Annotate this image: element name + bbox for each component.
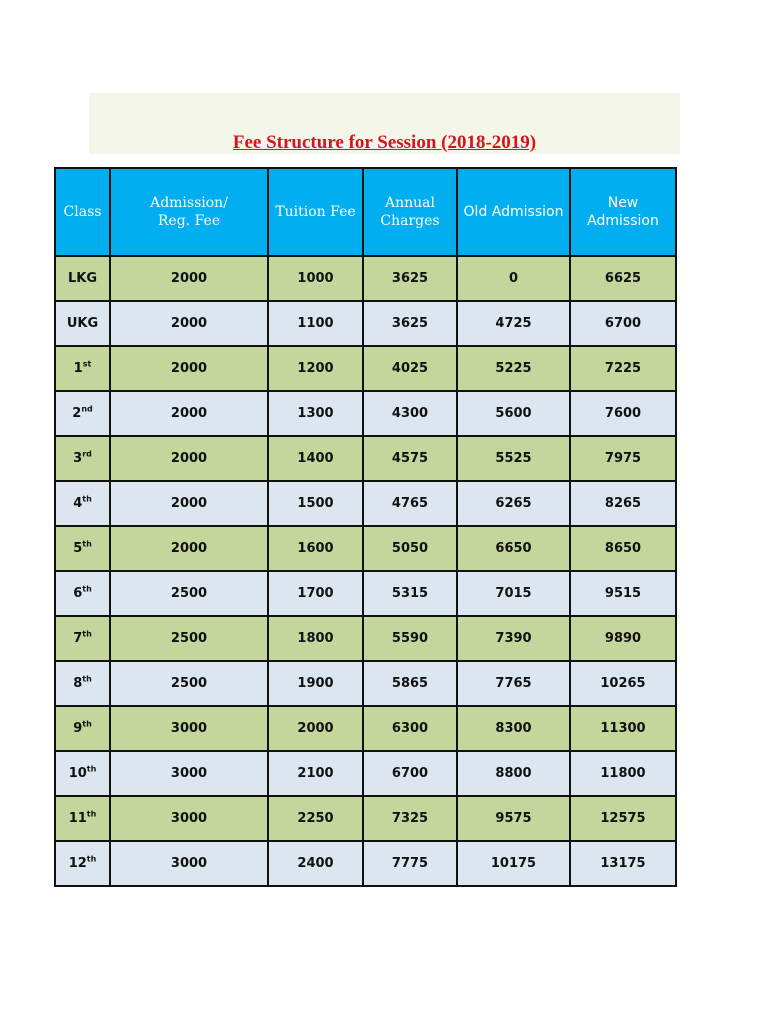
- old-admission-cell: 7015: [457, 571, 570, 616]
- title-banner: [89, 93, 680, 154]
- class-cell: [55, 391, 110, 436]
- table-row: [55, 256, 676, 301]
- class-ordinal-suffix: rd: [82, 449, 92, 459]
- class-cell: [55, 706, 110, 751]
- admission-fee-cell: 3000: [110, 796, 268, 841]
- admission-fee-cell: 2500: [110, 616, 268, 661]
- header-admission-line2: Reg. Fee: [157, 213, 221, 229]
- class-ordinal-suffix: th: [82, 584, 92, 594]
- tuition-fee-cell: 1800: [268, 616, 363, 661]
- class-ordinal-suffix: st: [82, 359, 92, 369]
- class-ordinal-suffix: th: [86, 854, 97, 864]
- admission-fee-cell: 2000: [110, 391, 268, 436]
- annual-charges-cell: 5865: [363, 661, 457, 706]
- new-admission-cell: 11800: [570, 751, 676, 796]
- admission-fee-cell: 2000: [110, 526, 268, 571]
- class-cell: [55, 751, 110, 796]
- annual-charges-cell: 5590: [363, 616, 457, 661]
- class-cell: [55, 436, 110, 481]
- new-admission-cell: 10265: [570, 661, 676, 706]
- tuition-fee-cell: 1700: [268, 571, 363, 616]
- fee-table-body: [55, 256, 676, 886]
- table-row: [55, 526, 676, 571]
- new-admission-cell: 9515: [570, 571, 676, 616]
- old-admission-cell: 10175: [457, 841, 570, 886]
- class-label: 3: [73, 451, 83, 466]
- new-admission-cell: 11300: [570, 706, 676, 751]
- class-label: 8: [73, 676, 83, 691]
- header-row: [55, 168, 676, 256]
- old-admission-cell: 5525: [457, 436, 570, 481]
- annual-charges-cell: 4300: [363, 391, 457, 436]
- class-cell: [55, 256, 110, 301]
- class-ordinal-suffix: th: [82, 674, 92, 684]
- tuition-fee-cell: 1900: [268, 661, 363, 706]
- old-admission-cell: 5225: [457, 346, 570, 391]
- annual-charges-cell: 4765: [363, 481, 457, 526]
- annual-charges-cell: 6300: [363, 706, 457, 751]
- table-row: [55, 796, 676, 841]
- class-label: 5: [73, 541, 83, 556]
- class-ordinal-suffix: th: [82, 629, 92, 639]
- annual-charges-cell: 4575: [363, 436, 457, 481]
- class-label: 2: [72, 406, 82, 421]
- new-admission-cell: 6700: [570, 301, 676, 346]
- tuition-fee-cell: 2000: [268, 706, 363, 751]
- new-admission-cell: 7600: [570, 391, 676, 436]
- class-cell: [55, 796, 110, 841]
- old-admission-cell: 7390: [457, 616, 570, 661]
- old-admission-cell: 5600: [457, 391, 570, 436]
- header-admission-fee: [110, 168, 268, 256]
- old-admission-cell: 8300: [457, 706, 570, 751]
- class-label: 12: [68, 856, 87, 871]
- tuition-fee-cell: 1400: [268, 436, 363, 481]
- new-admission-cell: 13175: [570, 841, 676, 886]
- new-admission-cell: 8650: [570, 526, 676, 571]
- tuition-fee-cell: 2400: [268, 841, 363, 886]
- class-cell: [55, 571, 110, 616]
- annual-charges-cell: 3625: [363, 301, 457, 346]
- table-row: [55, 571, 676, 616]
- header-class: Class: [55, 168, 110, 256]
- admission-fee-cell: 2000: [110, 346, 268, 391]
- table-row: [55, 301, 676, 346]
- new-admission-cell: 8265: [570, 481, 676, 526]
- class-cell: [55, 481, 110, 526]
- class-ordinal-suffix: th: [82, 719, 92, 729]
- tuition-fee-cell: 2100: [268, 751, 363, 796]
- old-admission-cell: 9575: [457, 796, 570, 841]
- header-tuition-fee: Tuition Fee: [268, 168, 363, 256]
- class-label: 9: [73, 721, 83, 736]
- old-admission-cell: 8800: [457, 751, 570, 796]
- class-cell: [55, 616, 110, 661]
- class-label: 11: [68, 811, 87, 826]
- class-label: 1: [73, 361, 83, 376]
- tuition-fee-cell: 1500: [268, 481, 363, 526]
- header-annual-line2: Charges: [380, 213, 440, 229]
- class-cell: [55, 841, 110, 886]
- table-row: [55, 616, 676, 661]
- class-ordinal-suffix: th: [86, 764, 97, 774]
- fee-table: [54, 167, 677, 887]
- class-cell: [55, 526, 110, 571]
- new-admission-cell: 6625: [570, 256, 676, 301]
- old-admission-cell: 4725: [457, 301, 570, 346]
- class-ordinal-suffix: nd: [81, 404, 93, 414]
- annual-charges-cell: 5050: [363, 526, 457, 571]
- header-annual-line1: Annual: [385, 195, 435, 211]
- tuition-fee-cell: 1200: [268, 346, 363, 391]
- page-title: Fee Structure for Session (2018-2019): [232, 132, 537, 153]
- class-cell: [55, 301, 110, 346]
- class-ordinal-suffix: th: [82, 539, 92, 549]
- old-admission-cell: 7765: [457, 661, 570, 706]
- admission-fee-cell: 2000: [110, 481, 268, 526]
- class-cell: [55, 661, 110, 706]
- class-label: UKG: [66, 316, 99, 331]
- annual-charges-cell: 5315: [363, 571, 457, 616]
- new-admission-cell: 12575: [570, 796, 676, 841]
- admission-fee-cell: 2000: [110, 301, 268, 346]
- table-row: [55, 391, 676, 436]
- header-old-admission: Old Admission: [457, 168, 570, 256]
- annual-charges-cell: 6700: [363, 751, 457, 796]
- table-row: [55, 436, 676, 481]
- class-label: 10: [68, 766, 87, 781]
- class-ordinal-suffix: th: [86, 809, 97, 819]
- admission-fee-cell: 3000: [110, 841, 268, 886]
- tuition-fee-cell: 1000: [268, 256, 363, 301]
- annual-charges-cell: 7775: [363, 841, 457, 886]
- admission-fee-cell: 2500: [110, 661, 268, 706]
- admission-fee-cell: 2000: [110, 256, 268, 301]
- annual-charges-cell: 7325: [363, 796, 457, 841]
- header-new-line1: New: [607, 195, 639, 211]
- class-label: 7: [73, 631, 83, 646]
- table-row: [55, 751, 676, 796]
- annual-charges-cell: 3625: [363, 256, 457, 301]
- class-label: 6: [73, 586, 83, 601]
- header-new-line2: Admission: [587, 213, 659, 229]
- tuition-fee-cell: 1100: [268, 301, 363, 346]
- class-ordinal-suffix: th: [82, 494, 92, 504]
- table-row: [55, 841, 676, 886]
- new-admission-cell: 9890: [570, 616, 676, 661]
- tuition-fee-cell: 1300: [268, 391, 363, 436]
- header-admission-line1: Admission/: [150, 195, 228, 211]
- admission-fee-cell: 2000: [110, 436, 268, 481]
- old-admission-cell: 6650: [457, 526, 570, 571]
- table-row: [55, 346, 676, 391]
- header-annual-charges: [363, 168, 457, 256]
- class-cell: [55, 346, 110, 391]
- old-admission-cell: 0: [457, 256, 570, 301]
- new-admission-cell: 7225: [570, 346, 676, 391]
- class-label: 4: [73, 496, 83, 511]
- table-row: [55, 706, 676, 751]
- class-label: LKG: [67, 271, 98, 286]
- table-row: [55, 481, 676, 526]
- admission-fee-cell: 3000: [110, 751, 268, 796]
- table-row: [55, 661, 676, 706]
- old-admission-cell: 6265: [457, 481, 570, 526]
- tuition-fee-cell: 1600: [268, 526, 363, 571]
- admission-fee-cell: 2500: [110, 571, 268, 616]
- new-admission-cell: 7975: [570, 436, 676, 481]
- tuition-fee-cell: 2250: [268, 796, 363, 841]
- admission-fee-cell: 3000: [110, 706, 268, 751]
- annual-charges-cell: 4025: [363, 346, 457, 391]
- header-new-admission: [570, 168, 676, 256]
